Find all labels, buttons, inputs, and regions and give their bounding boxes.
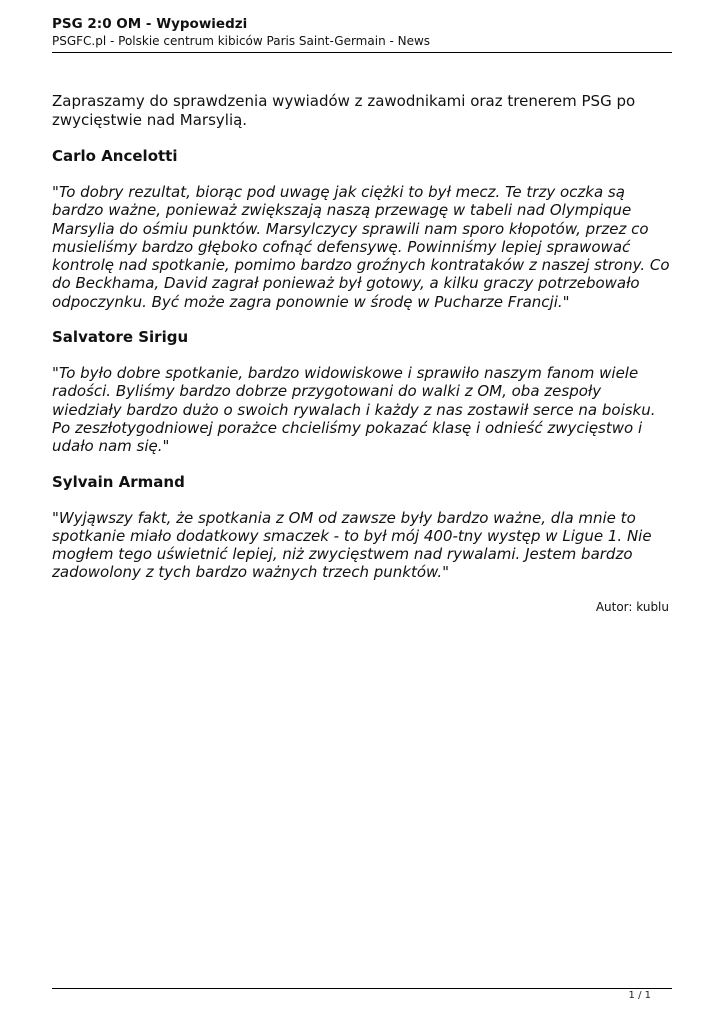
speaker-quote-text: To dobry rezultat, biorąc pod uwagę jak ciężki to był mecz. Te trzy oczka są bardzo ważne, ponieważ zwiększają naszą przewagę w tabeli nad Olympique Marsylia do ośmiu punktów. Marsylczycy sprawili nam sporo kłopotów, przez co musieliśmy bardzo głęboko cofnąć defensywę. Powinniśmy lepiej sprawować kontrolę nad spotkanie, pomimo bardzo groźnych kontrataków z naszej strony. Co do Beckhama, David zagrał ponieważ był gotowy, a kilku graczy potrzebowało odpoczynku. Być może zagra ponownie w środę w Pucharze Francji.: [52, 183, 670, 311]
speaker-quote: "Wyjąwszy fakt, że spotkania z OM od zawsze były bardzo ważne, dla mnie to spotkanie miało dodatkowy smaczek - to był mój 400-tny występ w Ligue 1. Nie mogłem tego uświetnić lepiej, niż zwycięstwem nad rywalami. Jestem bardzo zadowolony z tych bardzo ważnych trzech punktów.": [52, 508, 652, 582]
document-subtitle: PSGFC.pl - Polskie centrum kibiców Paris Saint-Germain - News: [52, 34, 431, 48]
article-intro: Zapraszamy do sprawdzenia wywiadów z zawodnikami oraz trenerem PSG po zwycięstwie nad Marsylią.: [52, 92, 636, 129]
page-number: 1 / 1: [628, 990, 651, 1001]
speaker-quote: "To dobry rezultat, biorąc pod uwagę jak ciężki to był mecz. Te trzy oczka są bardzo ważne, ponieważ zwiększają naszą przewagę w tabeli nad Olympique Marsylia do ośmiu punktów. Marsylczycy sprawili nam sporo kłopotów, przez co musieliśmy bardzo głęboko cofnąć defensywę. Powinniśmy lepiej sprawować kontrolę nad spotkanie, pomimo bardzo groźnych kontrataków z naszej strony. Co do Beckhama, David zagrał ponieważ był gotowy, a kilku graczy potrzebowało odpoczynku. Być może zagra ponownie w środę w Pucharze Francji.": [52, 183, 670, 311]
speaker-quote-text: Wyjąwszy fakt, że spotkania z OM od zawsze były bardzo ważne, dla mnie to spotkanie miało dodatkowy smaczek - to był mój 400-tny występ w Ligue 1. Nie mogłem tego uświetnić lepiej, niż zwycięstwem nad rywalami. Jestem bardzo zadowolony z tych bardzo ważnych trzech punktów.: [52, 508, 652, 582]
document-header: [52, 16, 672, 49]
header-divider: [52, 52, 672, 53]
speaker-name: Sylvain Armand: [52, 472, 185, 491]
document-title: PSG 2:0 OM - Wypowiedzi: [52, 16, 248, 32]
speaker-name: Carlo Ancelotti: [52, 147, 178, 165]
article-body: [52, 92, 670, 615]
speaker-quote: "To było dobre spotkanie, bardzo widowiskowe i sprawiło naszym fanom wiele radości. Byliśmy bardzo dobrze przygotowani do walki z OM, oba zespoły wiedziały bardzo dużo o swoich rywalach i każdy z nas zostawił serce na boisku. Po zeszłotygodniowej porażce chcieliśmy pokazać klasę i odnieść zwycięstwo i udało nam się.": [52, 364, 656, 456]
speaker-name: Salvatore Sirigu: [52, 328, 189, 347]
speaker-quote-text: To było dobre spotkanie, bardzo widowiskowe i sprawiło naszym fanom wiele radości. Byliśmy bardzo dobrze przygotowani do walki z OM, oba zespoły wiedziały bardzo dużo o swoich rywalach i każdy z nas zostawił serce na boisku. Po zeszłotygodniowej porażce chcieliśmy pokazać klasę i odnieść zwycięstwo i udało nam się.: [52, 364, 656, 456]
article-author: Autor: kublu: [595, 599, 669, 614]
footer-divider: [52, 988, 672, 989]
